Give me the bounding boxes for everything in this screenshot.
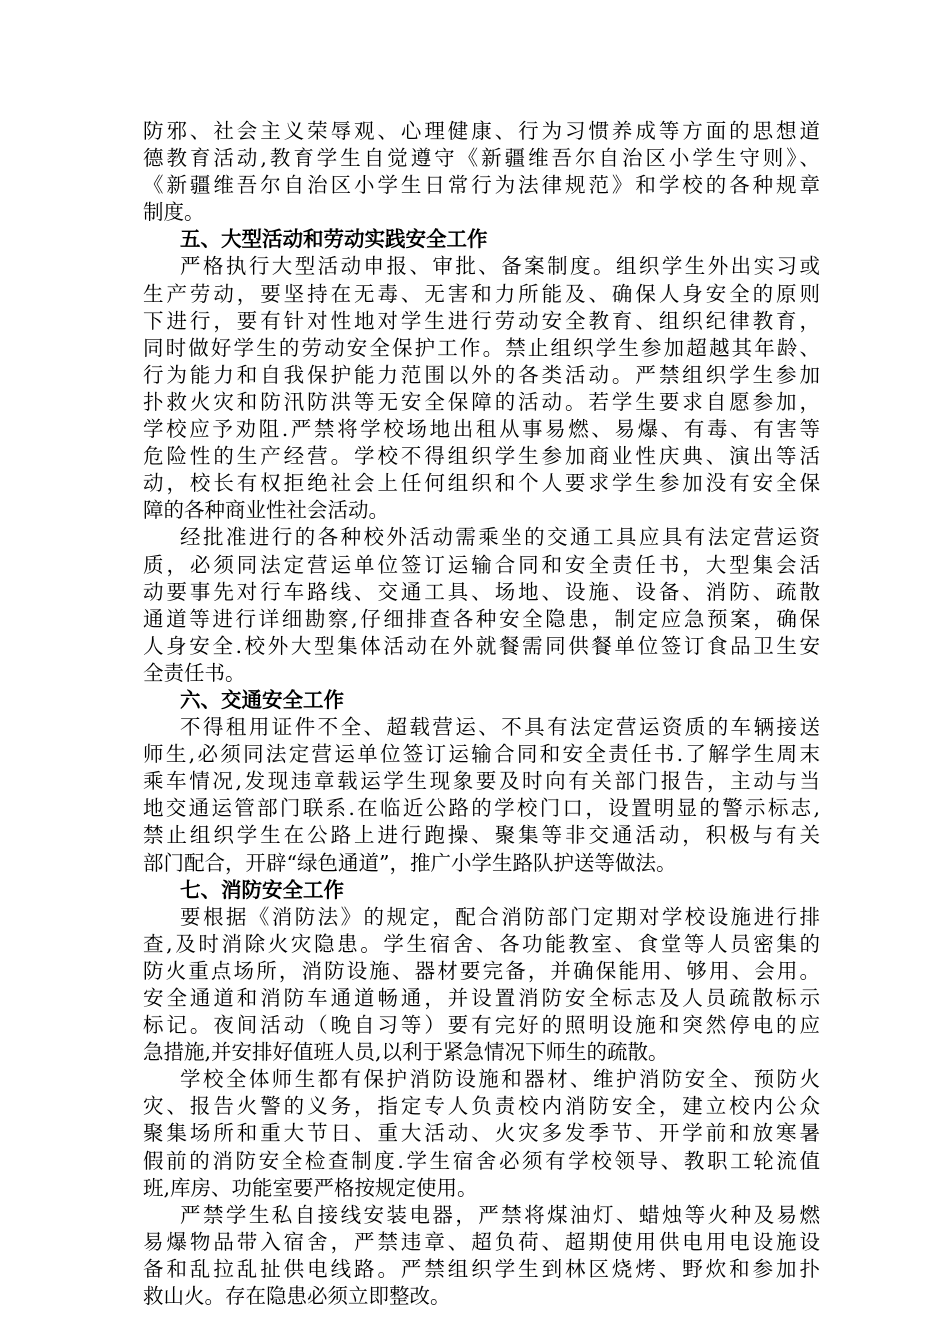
paragraph-line: 灾、报告火警的义务，指定专人负责校内消防安全，建立校内公众 [143, 1094, 820, 1119]
paragraph [143, 1202, 820, 1310]
paragraph [143, 904, 820, 1067]
paragraph [143, 1066, 820, 1201]
paragraph-line: 防邪、社会主义荣辱观、心理健康、行为习惯养成等方面的思想道 [143, 119, 820, 143]
paragraph-line: 查,及时消除火灾隐患。学生宿舍、各功能教室、食堂等人员密集的 [143, 931, 820, 956]
paragraph-line: 假前的消防安全检查制度.学生宿舍必须有学校领导、教职工轮流值 [143, 1148, 820, 1173]
paragraph-line: 通道等进行详细勘察,仔细排查各种安全隐患，制定应急预案，确保 [143, 606, 820, 631]
paragraph-line: 全责任书。 [143, 660, 246, 685]
paragraph-line: 要根据《消防法》的规定，配合消防部门定期对学校设施进行排 [180, 904, 820, 929]
paragraph [143, 524, 820, 687]
paragraph-line: 动要事先对行车路线、交通工具、场地、设施、设备、消防、疏散 [143, 579, 820, 604]
paragraph-line: 动，校长有权拒绝社会上任何组织和个人要求学生参加没有安全保 [143, 471, 820, 496]
paragraph-line: 班,库房、功能室要严格按规定使用。 [143, 1175, 478, 1200]
paragraph-line: 严格执行大型活动申报、审批、备案制度。组织学生外出实习或 [180, 254, 820, 279]
section-heading: 六、交通安全工作 [180, 687, 344, 712]
paragraph-line: 备和乱拉乱扯供电线路。严禁组织学生到林区烧烤、野炊和参加扑 [143, 1256, 820, 1281]
paragraph-line: 质，必须同法定营运单位签订运输合同和安全责任书，大型集会活 [143, 552, 820, 577]
paragraph-line: 学校应予劝阻.严禁将学校场地出租从事易燃、易爆、有毒、有害等 [143, 417, 820, 442]
paragraph-line: 危险性的生产经营。学校不得组织学生参加商业性庆典、演出等活 [143, 444, 820, 469]
paragraph-line: 防火重点场所，消防设施、器材要完备，并确保能用、够用、会用。 [143, 958, 820, 983]
paragraph-line: 生产劳动，要坚持在无毒、无害和力所能及、确保人身安全的原则 [143, 281, 820, 306]
paragraph-line: 行为能力和自我保护能力范围以外的各类活动。严禁组织学生参加 [143, 362, 820, 387]
paragraph-line: 部门配合，开辟“绿色通道”，推广小学生路队护送等做法。 [143, 850, 677, 875]
paragraph-line: 严禁学生私自接线安装电器，严禁将煤油灯、蜡烛等火种及易燃 [180, 1202, 820, 1227]
paragraph [143, 714, 820, 877]
paragraph-line: 障的各种商业性社会活动。 [143, 498, 389, 523]
paragraph-line: 急措施,并安排好值班人员,以利于紧急情况下师生的疏散。 [143, 1040, 669, 1065]
paragraph-line: 扑救火灾和防汛防洪等无安全保障的活动。若学生要求自愿参加， [143, 389, 820, 414]
paragraph-line: 安全通道和消防车通道畅通，并设置消防安全标志及人员疏散标示 [143, 986, 820, 1010]
paragraph-line: 德教育活动,教育学生自觉遵守《新疆维吾尔自治区小学生守则》、 [143, 146, 820, 171]
paragraph-line: 禁止组织学生在公路上进行跑操、聚集等非交通活动，积极与有关 [143, 823, 820, 848]
paragraph [143, 118, 820, 226]
paragraph-line: 制度。 [143, 200, 205, 225]
paragraph-line: 同时做好学生的劳动安全保护工作。禁止组织学生参加超越其年龄、 [143, 335, 820, 360]
paragraph-line: 下进行，要有针对性地对学生进行劳动安全教育、组织纪律教育， [143, 308, 820, 333]
paragraph-line: 聚集场所和重大节日、重大活动、火灾多发季节、开学前和放寒暑 [143, 1121, 820, 1146]
section-heading: 七、消防安全工作 [180, 877, 344, 902]
paragraph-line: 经批准进行的各种校外活动需乘坐的交通工具应具有法定营运资 [180, 525, 820, 550]
paragraph-line: 《新疆维吾尔自治区小学生日常行为法律规范》和学校的各种规章 [143, 173, 820, 198]
paragraph-line: 救山火。存在隐患必须立即整改。 [143, 1284, 451, 1309]
paragraph-line: 不得租用证件不全、超载营运、不具有法定营运资质的车辆接送 [180, 715, 820, 740]
paragraph [143, 253, 820, 524]
paragraph-line: 乘车情况,发现违章载运学生现象要及时向有关部门报告，主动与当 [143, 769, 820, 794]
paragraph-line: 师生,必须同法定营运单位签订运输合同和安全责任书.了解学生周末 [143, 742, 820, 767]
paragraph-line: 标记。夜间活动（晚自习等）要有完好的照明设施和突然停电的应 [143, 1013, 820, 1038]
paragraph-line: 人身安全.校外大型集体活动在外就餐需同供餐单位签订食品卫生安 [143, 633, 820, 658]
section-heading: 五、大型活动和劳动实践安全工作 [180, 227, 488, 252]
document-page [143, 118, 820, 1310]
paragraph-line: 地交通运管部门联系.在临近公路的学校门口，设置明显的警示标志, [143, 796, 820, 821]
paragraph-line: 易爆物品带入宿舍，严禁违章、超负荷、超期使用供电用电设施设 [143, 1229, 820, 1254]
paragraph-line: 学校全体师生都有保护消防设施和器材、维护消防安全、预防火 [180, 1067, 820, 1092]
